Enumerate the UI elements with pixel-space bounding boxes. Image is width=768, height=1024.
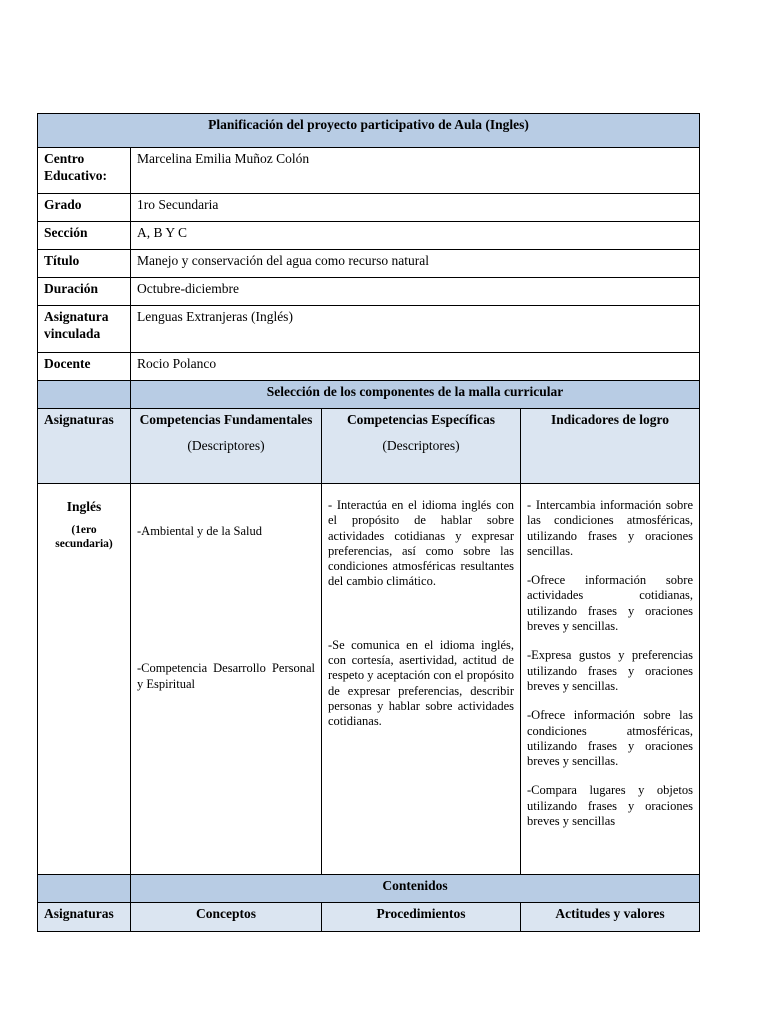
grado-value: 1ro Secundaria [131,194,700,222]
document-title: Planificación del proyecto participativo de Aula (Ingles) [38,114,700,148]
contenidos-col-procedimientos: Procedimientos [322,903,521,932]
subject-name: Inglés [66,499,102,514]
malla-content-row [38,484,700,875]
info-row-centro [38,148,700,194]
info-row-duracion [38,278,700,306]
contenidos-heading-spacer [38,875,131,903]
col-fundamentales [131,409,322,484]
indicador-item: -Expresa gustos y preferencias utilizando frases y oraciones breves y sencillas. [527,648,693,693]
contenidos-col-conceptos: Conceptos [131,903,322,932]
contenidos-header-row [38,903,700,932]
fundamental-item: -Ambiental y de la Salud [137,524,262,538]
especificas-cell [322,484,521,875]
indicador-item: -Ofrece información sobre actividades cotidianas, utilizando frases y oraciones breves y sencillas. [527,573,693,634]
col-fundamentales-title: Competencias Fundamentales [139,412,313,427]
col-especificas-title: Competencias Específicas [346,412,496,427]
info-row-seccion [38,222,700,250]
title-row [38,114,700,148]
col-indicadores: Indicadores de logro [521,409,700,484]
malla-heading-row [38,381,700,409]
indicadores-cell [521,484,700,875]
fundamental-item: -Competencia Desarrollo Personal y Espiritual [137,661,315,691]
asignatura-label: Asignatura vinculada [38,306,131,353]
indicador-item: - Intercambia información sobre las condiciones atmosféricas, utilizando frases y oraciones sencillas. [527,498,693,558]
col-especificas [322,409,521,484]
docente-label: Docente [38,353,131,381]
col-especificas-sub: (Descriptores) [382,438,460,453]
especifica-item: - Interactúa en el idioma inglés con el propósito de hablar sobre actividades cotidianas y expresar preferencias, así como sobre las condiciones atmosféricas resultantes del cambio climático. [328,498,514,589]
info-row-titulo [38,250,700,278]
contenidos-col-actitudes: Actitudes y valores [521,903,700,932]
malla-heading-spacer [38,381,131,409]
info-row-docente [38,353,700,381]
docente-value: Rocio Polanco [131,353,700,381]
centro-label: Centro Educativo: [38,148,131,194]
centro-value: Marcelina Emilia Muñoz Colón [131,148,700,194]
contenidos-col-asignaturas: Asignaturas [38,903,131,932]
grado-label: Grado [38,194,131,222]
subject-cell [38,484,131,875]
planning-table [37,113,700,932]
titulo-value: Manejo y conservación del agua como recurso natural [131,250,700,278]
asignatura-value: Lenguas Extranjeras (Inglés) [131,306,700,353]
fundamentales-cell [131,484,322,875]
titulo-label: Título [38,250,131,278]
malla-header-row [38,409,700,484]
info-row-grado [38,194,700,222]
seccion-label: Sección [38,222,131,250]
seccion-value: A, B Y C [131,222,700,250]
info-row-asignatura [38,306,700,353]
indicador-item: -Compara lugares y objetos utilizando frases y oraciones breves y sencillas [527,783,693,829]
subject-level: (1ero secundaria) [55,524,113,550]
col-fundamentales-sub: (Descriptores) [187,438,265,453]
malla-heading: Selección de los componentes de la malla curricular [131,381,700,409]
contenidos-heading-row [38,875,700,903]
duracion-value: Octubre-diciembre [131,278,700,306]
especifica-item: -Se comunica en el idioma inglés, con cortesía, asertividad, actitud de respeto y aceptación con el propósito de expresar preferencias, describir personas y hablar sobre actividades cotidianas. [328,637,514,729]
col-asignaturas: Asignaturas [38,409,131,484]
duracion-label: Duración [38,278,131,306]
contenidos-heading: Contenidos [131,875,700,903]
indicador-item: -Ofrece información sobre las condiciones atmosféricas, utilizando frases y oraciones breves y sencillas. [527,708,693,769]
